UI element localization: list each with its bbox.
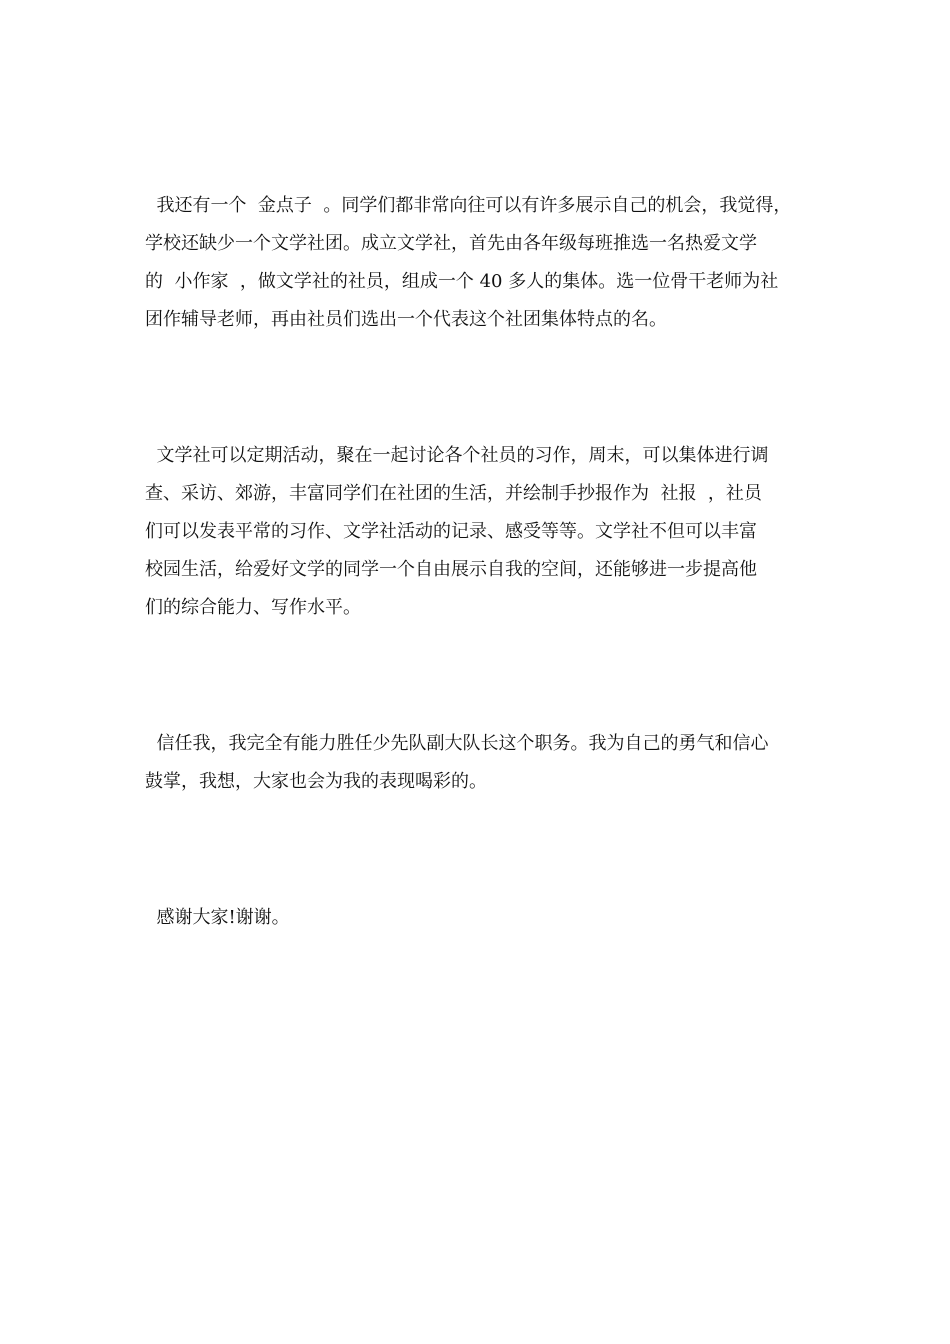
- text-line: 信任我，我完全有能力胜任少先队副大队长这个职务。我为自己的勇气和信心: [145, 733, 769, 754]
- text-line: 我还有一个 金点子 。同学们都非常向往可以有许多展示自己的机会，我觉得，: [145, 195, 792, 216]
- text-line: 们的综合能力、写作水平。: [145, 597, 361, 618]
- text-line: 校园生活，给爱好文学的同学一个自由展示自我的空间，还能够进一步提高他: [145, 559, 757, 580]
- text-line: 团作辅导老师，再由社员们选出一个代表这个社团集体特点的名。: [145, 309, 667, 330]
- text-line: 感谢大家!谢谢。: [145, 907, 290, 928]
- text-line: 文学社可以定期活动，聚在一起讨论各个社员的习作，周末，可以集体进行调: [145, 445, 769, 466]
- text-line: 们可以发表平常的习作、文学社活动的记录、感受等等。文学社不但可以丰富: [145, 521, 757, 542]
- text-line: 鼓掌，我想，大家也会为我的表现喝彩的。: [145, 771, 487, 792]
- text-line: 查、采访、郊游，丰富同学们在社团的生活，并绘制手抄报作为 社报 ，社员: [145, 483, 762, 504]
- text-line: 学校还缺少一个文学社团。成立文学社，首先由各年级每班推选一名热爱文学: [145, 233, 757, 254]
- text-line: 的 小作家 ，做文学社的社员，组成一个 40 多人的集体。选一位骨干老师为社: [145, 271, 779, 292]
